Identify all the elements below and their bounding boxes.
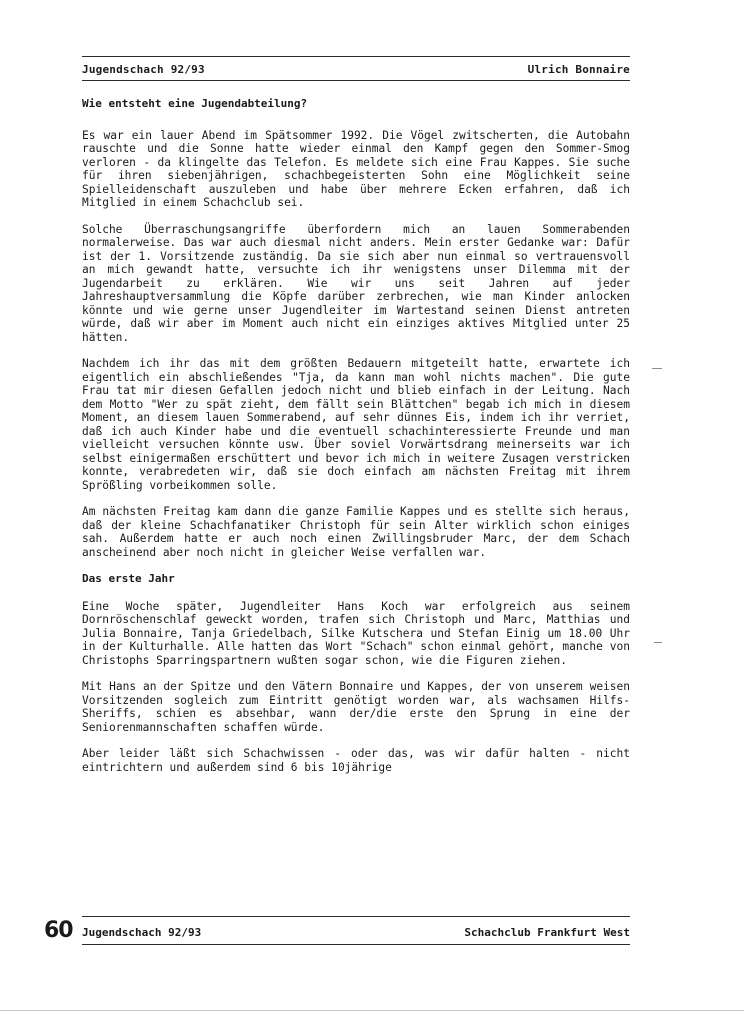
header-top-rule (82, 56, 630, 57)
section-title: Das erste Jahr (82, 572, 175, 585)
footer-bottom-rule (82, 944, 630, 945)
header-bottom-rule (82, 80, 630, 81)
page-header (82, 63, 630, 76)
footer-club: Schachclub Frankfurt West (464, 926, 630, 939)
footer-top-rule (82, 916, 630, 917)
paragraph: Eine Woche später, Jugendleiter Hans Koch war erfolgreich aus seinem Dornröschenschlaf geweckt worden, trafen sich Christoph und Marc, Matthias und Julia Bonnaire, Tanja Griedelbach, Silke Kutschera und Stefan Einig um 18.00 Uhr in der Kulturhalle. Alle hatten das Wort "Schach" schon einmal gehört, manche von Christophs Sparringspartnern wußten sogar schon, wie die Figuren ziehen. (82, 599, 630, 667)
paragraph: Aber leider läßt sich Schachwissen - oder das, was wir dafür halten - nicht eintrichtern und außerdem sind 6 bis 10jährige (82, 747, 630, 774)
article-title: Wie entsteht eine Jugendabteilung? (82, 97, 308, 110)
header-publication: Jugendschach 92/93 (82, 63, 205, 76)
scan-edge (0, 1010, 744, 1011)
paragraph: Es war ein lauer Abend im Spätsommer 1992. Die Vögel zwitscherten, die Autobahn rauschte und die Sonne hatte wieder einmal den Kampf gegen den Sommer-Smog verloren - da klingelte das Telefon. Es meldete sich eine Frau Kappes. Sie suche für ihren siebenjährigen, schachbegeisterten Sohn eine Möglichkeit seine Spielleidenschaft auszuleben und habe über mehrere Ecken erfahren, daß ich Mitglied in einem Schachclub sei. (82, 128, 630, 209)
page-footer (82, 926, 630, 939)
paragraph: Nachdem ich ihr das mit dem größten Bedauern mitgeteilt hatte, erwartete ich eigentlich ein abschließendes "Tja, da kann man wohl nichts machen". Die gute Frau tat mir diesen Gefallen jedoch nicht und blieb einfach in der Leitung. Nach dem Motto "Wer zu spät zieht, dem fällt sein Blättchen" begab ich mich in diesem Moment, an diesem lauen Sommerabend, auf sehr dünnes Eis, indem ich ihr verriet, daß ich auch Kinder habe und die eventuell schachinteressierte Freunde und man vielleicht versuchen könnte usw. Über soviel Vorwärtsdrang meinerseits war ich selbst einigermaßen erschüttert und bevor ich mich in weitere Zusagen verstricken konnte, verabredeten wir, daß sie doch einfach am nächsten Freitag mit ihrem Sprößling vorbeikommen solle. (82, 357, 630, 492)
paragraph: Solche Überraschungsangriffe überfordern mich an lauen Sommerabenden normalerweise. Das war auch diesmal nicht anders. Mein erster Gedanke war: Dafür ist der 1. Vorsitzende zuständig. Da sie sich aber nun einmal so vertrauensvoll an mich gewandt hatte, versuchte ich ihr wenigstens unser Dilemma mit der Jugendarbeit zu erklären. Wie wir uns seit Jahren auf jeder Jahreshauptversammlung die Köpfe darüber zerbrechen, wie man Kinder anlocken könnte und wie gerne unser Jugendleiter im Wartestand seinen Dienst antreten würde, daß wir aber im Moment auch nicht ein einziges aktives Mitglied unter 25 hätten. (82, 222, 630, 344)
scan-mark (652, 368, 662, 369)
paragraph: Mit Hans an der Spitze und den Vätern Bonnaire und Kappes, der von unserem weisen Vorsitzenden sogleich zum Eintritt genötigt worden war, als wachsamen Hilfs-Sheriffs, schien es absehbar, wann der/die erste den Sprung in eine der Seniorenmannschaften schaffen würde. (82, 680, 630, 734)
paragraph: Am nächsten Freitag kam dann die ganze Familie Kappes und es stellte sich heraus, daß der kleine Schachfanatiker Christoph für sein Alter wirklich schon einiges sah. Außerdem hatte er auch noch einen Zwillingsbruder Marc, der dem Schach anscheinend aber noch nicht in gleicher Weise verfallen war. (82, 505, 630, 559)
scan-mark (654, 642, 662, 643)
header-author: Ulrich Bonnaire (527, 63, 630, 76)
page-number: 60 (44, 918, 73, 943)
article-body (82, 97, 630, 774)
footer-publication: Jugendschach 92/93 (82, 926, 202, 939)
